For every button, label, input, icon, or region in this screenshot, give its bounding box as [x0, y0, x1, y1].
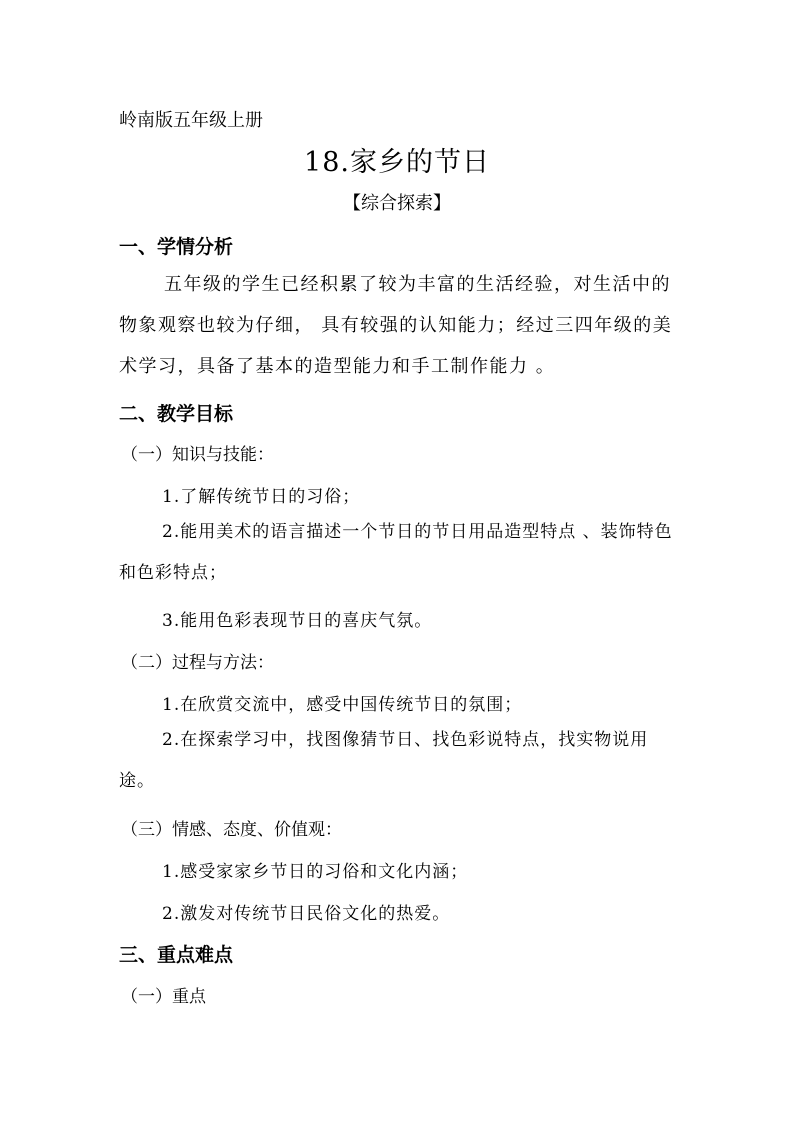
- section-heading-analysis: 一、学情分析: [119, 236, 234, 258]
- list-item: 3.能用色彩表现节日的喜庆气氛。: [162, 611, 433, 631]
- lesson-title: 18.家乡的节日: [304, 147, 490, 178]
- lesson-subtitle: 【综合探索】: [343, 193, 451, 214]
- list-item: 1.了解传统节日的习俗；: [162, 487, 361, 507]
- analysis-paragraph: 五年级的学生已经积累了较为丰富的生活经验，对生活中的物象观察也较为仔细， 具有较强的认知能力；经过三四年级的美术学习，具备了基本的造型能力和手工制作能力 。: [119, 274, 673, 377]
- subheading-emotion-values: （三）情感、态度、价值观：: [121, 820, 342, 840]
- list-item: 1.感受家家乡节日的习俗和文化内涵；: [162, 862, 469, 882]
- section-heading-key-points: 三、重点难点: [119, 944, 234, 966]
- list-item: 1.在欣赏交流中，感受中国传统节日的氛围；: [162, 695, 523, 715]
- section-heading-objectives: 二、教学目标: [119, 403, 234, 425]
- subheading-process-methods: （二）过程与方法：: [121, 653, 274, 673]
- subheading-knowledge-skills: （一）知识与技能：: [121, 445, 274, 465]
- edition-label: 岭南版五年级上册: [119, 110, 263, 131]
- list-item: 2.在探索学习中，找图像猜节日、找色彩说特点，找实物说用途。: [119, 730, 649, 791]
- list-item: 2.激发对传统节日民俗文化的热爱。: [162, 904, 451, 924]
- subheading-key-point: （一）重点: [121, 987, 206, 1007]
- list-item: 2.能用美术的语言描述一个节日的节日用品造型特点 、装饰特色和色彩特点；: [119, 522, 673, 583]
